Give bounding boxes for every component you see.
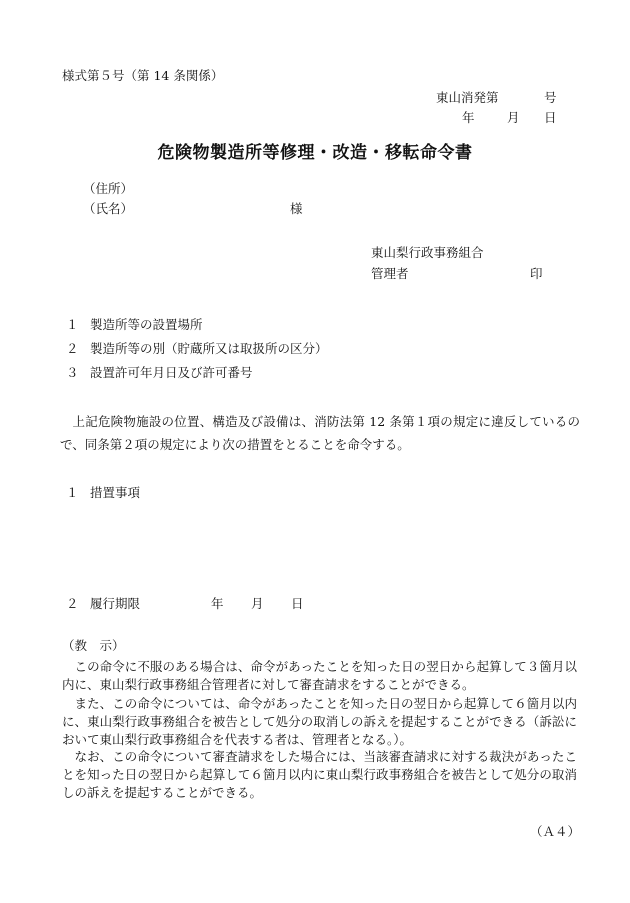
form-number: 様式第５号（第 14 条関係） xyxy=(62,68,224,83)
date-month-label: 月 xyxy=(507,110,520,125)
measures-heading xyxy=(66,487,140,500)
honorific: 様 xyxy=(290,201,303,216)
list-item xyxy=(66,367,253,380)
notice-paragraph: なお、この命令について審査請求をした場合には、当該審査請求に対する裁決があったことを知った日の翌日から起算して６箇月以内に東山梨行政事務組合を被告として処分の取消しの訴えを提起することができる。 xyxy=(62,749,577,800)
measures-number: １ xyxy=(66,485,79,500)
item-text: 製造所等の設置場所 xyxy=(90,317,203,332)
deadline-month-label: 月 xyxy=(251,596,264,611)
doc-number-label: 東山消発第 xyxy=(436,90,499,105)
seal-mark: 印 xyxy=(530,266,543,281)
paper-size-label: （Ａ４） xyxy=(530,824,581,839)
item-text: 設置許可年月日及び許可番号 xyxy=(90,365,253,380)
notice-paragraph: また、この命令については、命令があったことを知った日の翌日から起算して６箇月以内に、東山梨行政事務組合を被告として処分の取消しの訴えを提起することができる（訴訟において東山梨行政事務組合を代表する者は、管理者となる。）。 xyxy=(62,696,577,747)
date-year-label: 年 xyxy=(462,110,475,125)
item-number: １ xyxy=(66,317,79,332)
item-text: 製造所等の別（貯蔵所又は取扱所の区分） xyxy=(90,341,328,356)
notice-heading: （教 示） xyxy=(62,638,125,653)
name-label: （氏名） xyxy=(83,201,134,216)
deadline-day-label: 日 xyxy=(291,596,304,611)
deadline-year-label: 年 xyxy=(211,596,224,611)
item-number: ３ xyxy=(66,365,79,380)
doc-number-suffix: 号 xyxy=(544,90,557,105)
order-body-text: 上記危険物施設の位置、構造及び設備は、消防法第 12 条第１項の規定に違反しているので、同条第２項の規定により次の措置をとることを命令する。 xyxy=(60,414,580,452)
item-number: ２ xyxy=(66,341,79,356)
list-item xyxy=(66,343,328,356)
issuer-manager-label: 管理者 xyxy=(371,266,409,281)
measures-label: 措置事項 xyxy=(90,485,141,500)
list-item xyxy=(66,319,203,332)
notice-paragraph: この命令に不服のある場合は、命令があったことを知った日の翌日から起算して３箇月以内に、東山梨行政事務組合管理者に対して審査請求をすることができる。 xyxy=(62,659,577,692)
date-day-label: 日 xyxy=(544,110,557,125)
address-label: （住所） xyxy=(83,181,134,196)
document-title: 危険物製造所等修理・改造・移転命令書 xyxy=(157,143,473,163)
deadline-number: ２ xyxy=(66,596,79,611)
issuer-organization: 東山梨行政事務組合 xyxy=(371,245,484,260)
deadline-heading xyxy=(66,598,140,611)
deadline-label: 履行期限 xyxy=(90,596,141,611)
